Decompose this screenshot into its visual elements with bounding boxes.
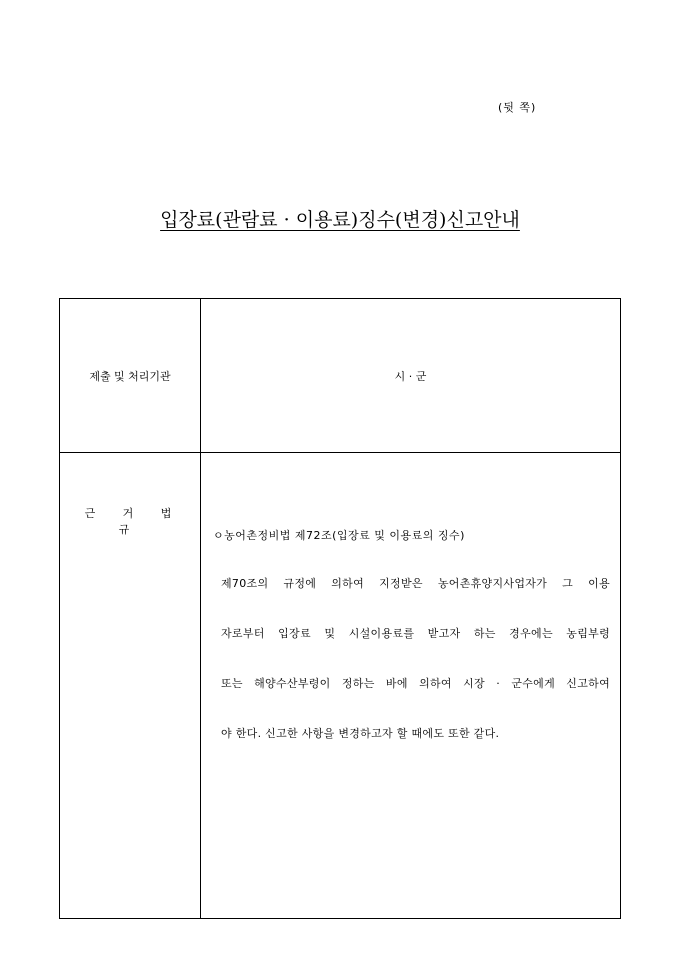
submission-agency-label: 제출 및 처리기관 [60,299,201,453]
submission-agency-value: 시 · 군 [201,299,621,453]
document-title: 입장료(관람료 · 이용료)징수(변경)신고안내 [160,209,520,231]
law-text-line: 야 한다. 신고한 사항을 변경하고자 할 때에도 또한 같다. [221,727,500,740]
law-article-heading: ㅇ농어촌정비법 제72조(입장료 및 이용료의 징수) [213,529,465,542]
law-text-line: 제70조의 규정에 의하여 지정받은 농어촌휴양지사업자가 그 이용 [221,577,610,590]
legal-basis-content [201,453,621,919]
legal-basis-label: 근 거 법 규 [84,507,184,536]
table-row [60,453,621,919]
table-row [60,299,621,453]
page-side-label: (뒷 쪽) [498,101,537,114]
legal-basis-label-cell [60,453,201,919]
guide-table [59,298,621,919]
law-text-line: 또는 해양수산부령이 정하는 바에 의하여 시장 · 군수에게 신고하여 [221,677,610,690]
law-text-line: 자로부터 입장료 및 시설이용료를 받고자 하는 경우에는 농림부령 [221,627,610,640]
